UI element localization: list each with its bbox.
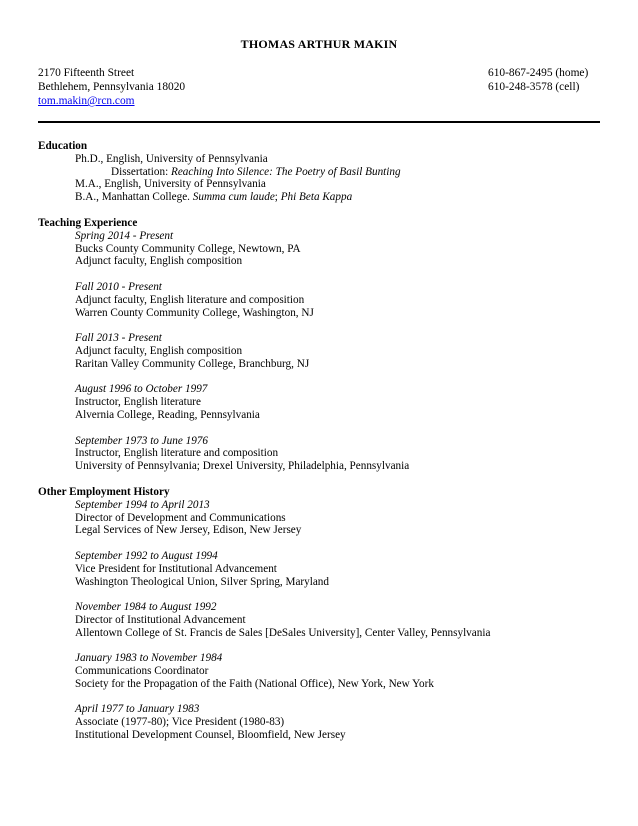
entry-line-1: Director of Development and Communications xyxy=(75,511,286,524)
entry-line-1: Vice President for Institutional Advancement xyxy=(75,562,277,575)
entry-date: November 1984 to August 1992 xyxy=(75,601,217,614)
section-spacer xyxy=(38,204,608,217)
entry-line-2: University of Pennsylvania; Drexel University, Philadelphia, Pennsylvania xyxy=(75,460,410,473)
entry-spacer xyxy=(38,639,608,652)
address-line-1: 2170 Fifteenth Street xyxy=(38,67,135,79)
entry-date: September 1973 to June 1976 xyxy=(75,434,208,447)
resume-name: THOMAS ARTHUR MAKIN xyxy=(240,37,398,51)
entry-line-1: Instructor, English literature xyxy=(75,396,201,409)
honor-separator: ; xyxy=(274,191,281,204)
entry-line-2: Society for the Propagation of the Faith (National Office), New York, New York xyxy=(75,677,434,690)
entry-date: Spring 2014 - Present xyxy=(75,229,174,242)
address-line-2: Bethlehem, Pennsylvania 18020 xyxy=(38,81,186,93)
section-heading-teaching: Teaching Experience xyxy=(38,216,138,229)
entry-line-1: Communications Coordinator xyxy=(75,665,209,678)
entry-line-1: Adjunct faculty, English literature and composition xyxy=(75,293,305,306)
entry-date: April 1977 to January 1983 xyxy=(75,703,200,716)
employment-entry xyxy=(38,703,608,741)
entry-line-2: Institutional Development Counsel, Bloomfield, New Jersey xyxy=(75,729,346,742)
entry-line-2: Alvernia College, Reading, Pennsylvania xyxy=(75,408,260,421)
entry-line-1: Bucks County Community College, Newtown, PA xyxy=(75,242,301,255)
entry-spacer xyxy=(38,691,608,704)
entry-date: September 1992 to August 1994 xyxy=(75,549,218,562)
entry-line-2: Raritan Valley Community College, Branchburg, NJ xyxy=(75,357,310,370)
degree-ba-text: B.A., Manhattan College. xyxy=(75,191,193,204)
teaching-entry xyxy=(38,332,608,370)
header-divider xyxy=(38,121,600,123)
email-link[interactable]: tom.makin@rcn.com xyxy=(38,95,135,107)
entry-date: August 1996 to October 1997 xyxy=(75,383,208,396)
honor-pbk: Phi Beta Kappa xyxy=(280,191,353,204)
contact-address xyxy=(38,66,185,108)
education-section xyxy=(38,140,608,204)
phone-cell: 610-248-3578 (cell) xyxy=(488,81,580,93)
entry-spacer xyxy=(38,537,608,550)
degree-phd: Ph.D., English, University of Pennsylvania xyxy=(75,152,268,165)
entry-line-1: Director of Institutional Advancement xyxy=(75,613,246,626)
entry-line-1: Instructor, English literature and composition xyxy=(75,447,279,460)
teaching-section xyxy=(38,217,608,473)
employment-entry xyxy=(38,601,608,639)
entry-spacer xyxy=(38,422,608,435)
employment-entry xyxy=(38,550,608,588)
entry-spacer xyxy=(38,588,608,601)
entry-date: January 1983 to November 1984 xyxy=(75,652,223,665)
entry-line-2: Legal Services of New Jersey, Edison, New Jersey xyxy=(75,524,302,537)
honor-summa: Summa cum laude xyxy=(192,191,275,204)
dissertation-label: Dissertation: xyxy=(111,165,171,178)
section-spacer xyxy=(38,473,608,486)
entry-line-2: Allentown College of St. Francis de Sales [DeSales University], Center Valley, Pennsylvania xyxy=(75,626,491,639)
entry-spacer xyxy=(38,371,608,384)
teaching-entry xyxy=(38,383,608,421)
employment-entry xyxy=(38,499,608,537)
teaching-entry xyxy=(38,435,608,473)
entry-line-2: Washington Theological Union, Silver Spring, Maryland xyxy=(75,575,329,588)
entry-line-2: Adjunct faculty, English composition xyxy=(75,255,243,268)
entry-date: Fall 2010 - Present xyxy=(75,280,162,293)
dissertation-title: Reaching Into Silence: The Poetry of Basil Bunting xyxy=(170,165,401,178)
teaching-entry xyxy=(38,281,608,319)
phone-home: 610-867-2495 (home) xyxy=(488,67,589,79)
teaching-entry xyxy=(38,230,608,268)
entry-line-1: Associate (1977-80); Vice President (1980-83) xyxy=(75,716,285,729)
entry-spacer xyxy=(38,319,608,332)
entry-date: September 1994 to April 2013 xyxy=(75,498,210,511)
employment-section xyxy=(38,486,608,742)
dissertation xyxy=(38,166,608,179)
employment-entry xyxy=(38,652,608,690)
section-heading-employment: Other Employment History xyxy=(38,485,170,498)
entry-spacer xyxy=(38,268,608,281)
entry-line-1: Adjunct faculty, English composition xyxy=(75,344,243,357)
degree-ma: M.A., English, University of Pennsylvania xyxy=(75,178,266,191)
section-heading-education: Education xyxy=(38,140,88,152)
entry-line-2: Warren County Community College, Washington, NJ xyxy=(75,306,314,319)
resume-body xyxy=(38,140,608,742)
degree-ba xyxy=(38,191,608,204)
contact-phones xyxy=(488,66,588,94)
entry-date: Fall 2013 - Present xyxy=(75,332,162,345)
